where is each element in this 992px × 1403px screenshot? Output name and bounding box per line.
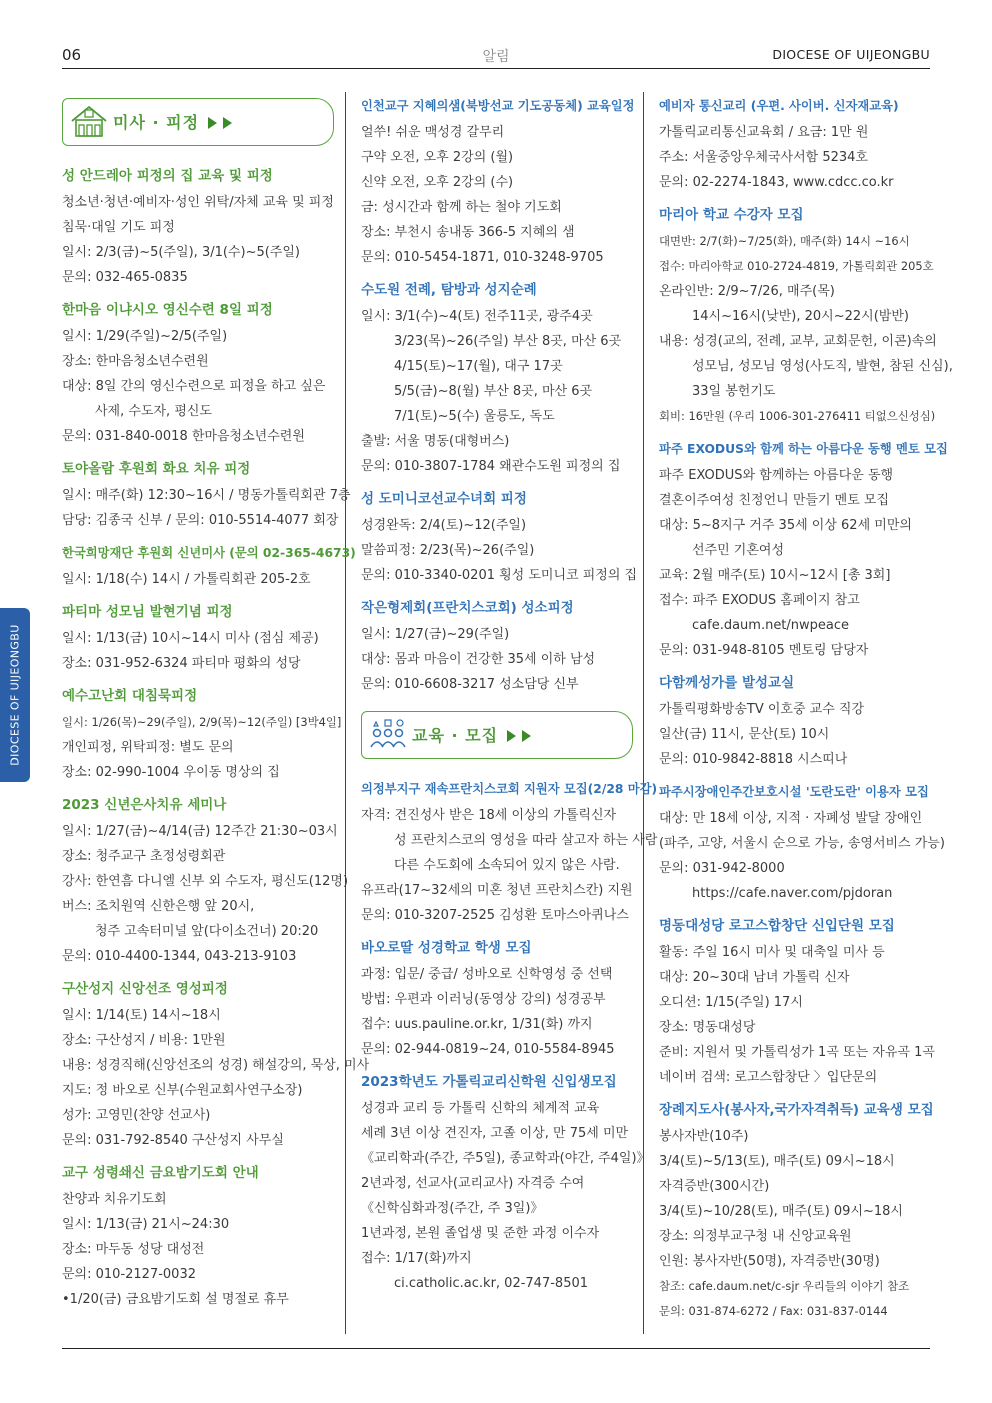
notice-line: 찬양과 치유기도회 bbox=[62, 1192, 167, 1207]
column-divider-2 bbox=[643, 92, 644, 1334]
people-icon bbox=[368, 716, 408, 756]
notice-line: 문의: 010-3207-2525 김성환 토마스아퀴나스 bbox=[361, 908, 629, 923]
house-icon bbox=[69, 103, 109, 143]
notice-line: 일시: 1/27(금)~29(주일) bbox=[361, 627, 510, 642]
notice-line: 주소: 서울중앙우체국사서함 5234호 bbox=[659, 150, 868, 165]
notice-block bbox=[361, 598, 633, 697]
notice-block bbox=[62, 795, 349, 969]
notice-line: 접수: 파주 EXODUS 홈페이지 참고 bbox=[659, 593, 860, 608]
notice-title: 마리아 학교 수강자 모집 bbox=[659, 207, 804, 223]
notice-block bbox=[361, 96, 633, 270]
notice-line: 일산(금) 11시, 문산(토) 10시 bbox=[659, 727, 830, 742]
notice-line: 4/15(토)~17(월), 대구 17곳 bbox=[394, 359, 563, 374]
notice-block bbox=[659, 782, 945, 906]
notice-block bbox=[659, 96, 933, 195]
notice-line: 개인피정, 위탁피정: 별도 문의 bbox=[62, 740, 234, 755]
page-category: 알림 bbox=[482, 49, 510, 65]
notice-line: 1년과정, 본원 졸업생 및 준한 과정 이수자 bbox=[361, 1226, 600, 1241]
notice-title: 파티마 성모님 발현기념 피정 bbox=[62, 604, 233, 620]
notice-line: 내용: 성경(교의, 전례, 교부, 교회문헌, 이콘)속의 bbox=[659, 334, 937, 349]
notice-title: 구산성지 신앙선조 영성피정 bbox=[62, 981, 228, 997]
notice-line: 장소: 02-990-1004 우이동 명상의 집 bbox=[62, 765, 280, 780]
notice-line: 접수: 1/17(화)까지 bbox=[361, 1251, 472, 1266]
notice-block bbox=[62, 459, 351, 533]
notice-line: 문의: 031-874-6272 / Fax: 031-837-0144 bbox=[659, 1304, 888, 1318]
notice-line: 얼쑤! 쉬운 맥성경 갈무리 bbox=[361, 125, 505, 140]
page-header bbox=[62, 42, 930, 68]
notice-line: 문의: 031-948-8105 멘토링 담당자 bbox=[659, 643, 869, 658]
notice-line: 문의: 010-6608-3217 성소담당 신부 bbox=[361, 677, 579, 692]
notice-block bbox=[361, 938, 633, 1062]
notice-block bbox=[361, 779, 658, 928]
notice-line: 33일 봉헌기도 bbox=[692, 384, 776, 399]
notice-line: 네이버 검색: 로고스합창단 〉입단문의 bbox=[659, 1070, 878, 1085]
section-title-mass: 미사 · 피정 bbox=[113, 113, 200, 132]
notice-title: 바오로딸 성경학교 학생 모집 bbox=[361, 940, 532, 956]
notice-line: 14시~16시(낮반), 20시~22시(밤반) bbox=[692, 309, 909, 324]
notice-line: ci.catholic.ac.kr, 02-747-8501 bbox=[394, 1276, 589, 1291]
column-2 bbox=[361, 96, 658, 1306]
notice-block bbox=[62, 166, 334, 290]
footer-rule bbox=[62, 1348, 930, 1349]
notice-line: 선주민 기혼여성 bbox=[692, 543, 785, 558]
notice-line: 회비: 16만원 (우리 1006-301-276411 티없으신성심) bbox=[659, 409, 936, 423]
notice-line: 사제, 수도자, 평신도 bbox=[95, 404, 212, 419]
arrow-icon bbox=[208, 117, 217, 129]
notice-line: 구약 오전, 오후 2강의 (월) bbox=[361, 150, 514, 165]
notice-line: 장소: 구산성지 / 비용: 1만원 bbox=[62, 1033, 226, 1048]
notice-title: 예수고난회 대침묵피정 bbox=[62, 688, 198, 704]
notice-line: 성 프란치스코의 영성을 따라 살고자 하는 사람 bbox=[394, 833, 658, 848]
section-title-edu: 교육 · 모집 bbox=[412, 726, 499, 745]
notice-title: 다함께성가를 발성교실 bbox=[659, 675, 795, 691]
notice-title: 한마음 이냐시오 영신수련 8일 피정 bbox=[62, 302, 273, 318]
notice-line: cafe.daum.net/nwpeace bbox=[692, 618, 850, 633]
notice-line: 파주 EXODUS와 함께하는 아름다운 동행 bbox=[659, 468, 894, 483]
notice-line: 장소: 부천시 송내동 366-5 지혜의 샘 bbox=[361, 225, 575, 240]
arrow-icon bbox=[507, 730, 516, 742]
notice-line: 접수: 마리아학교 010-2724-4819, 가톨릭회관 205호 bbox=[659, 259, 934, 273]
notice-block bbox=[62, 300, 334, 449]
notice-line: 강사: 한연흠 다니엘 신부 외 수도자, 평신도(12명) bbox=[62, 874, 349, 889]
section-header-mass bbox=[62, 98, 334, 146]
notice-line: 가톨릭평화방송TV 이호중 교수 직강 bbox=[659, 702, 865, 717]
notice-line: 3/4(토)~10/28(토), 매주(토) 09시~18시 bbox=[659, 1204, 903, 1219]
side-tab bbox=[0, 608, 30, 782]
notice-block bbox=[62, 602, 334, 676]
notice-line: 장소: 명동대성당 bbox=[659, 1020, 756, 1035]
column-divider-1 bbox=[345, 92, 346, 1334]
notice-line: 문의: 010-4400-1344, 043-213-9103 bbox=[62, 949, 297, 964]
notice-line: 청주 고속터미널 앞(다이소건너) 20:20 bbox=[95, 924, 319, 939]
header-rule bbox=[62, 68, 930, 69]
notice-line: 문의: 032-465-0835 bbox=[62, 270, 188, 285]
notice-line: 《교리학과(주간, 주5일), 종교학과(야간, 주4일)》 bbox=[361, 1151, 650, 1166]
notice-line: 5/5(금)~8(월) 부산 8곳, 마산 6곳 bbox=[394, 384, 593, 399]
notice-line: 일시: 1/26(목)~29(주일), 2/9(목)~12(주일) [3박4일] bbox=[62, 715, 342, 729]
notice-line: 문의: 031-840-0018 한마음청소년수련원 bbox=[62, 429, 305, 444]
notice-line: 말씀피정: 2/23(목)~26(주일) bbox=[361, 543, 535, 558]
notice-title: 교구 성령쇄신 금요밤기도회 안내 bbox=[62, 1165, 259, 1181]
notice-title: 파주 EXODUS와 함께 하는 아름다운 동행 멘토 모집 bbox=[659, 442, 948, 456]
side-tab-label: DIOCESE OF UIJEONGBU bbox=[8, 624, 22, 766]
notice-line: 교육: 2월 매주(토) 10시~12시 [총 3회] bbox=[659, 568, 891, 583]
notice-block bbox=[62, 686, 342, 785]
notice-line: 침묵·대일 기도 피정 bbox=[62, 220, 175, 235]
notice-title: 인천교구 지혜의샘(북방선교 기도공동체) 교육일정 bbox=[361, 99, 635, 113]
notice-block bbox=[62, 979, 370, 1153]
notice-line: 장소: 031-952-6324 파티마 평화의 성당 bbox=[62, 656, 301, 671]
notice-line: 문의: 031-942-8000 bbox=[659, 861, 785, 876]
column-1 bbox=[62, 98, 370, 1322]
notice-block bbox=[62, 1163, 334, 1312]
notice-line: 대상: 몸과 마음이 건강한 35세 이하 남성 bbox=[361, 652, 596, 667]
notice-line: 일시: 3/1(수)~4(토) 전주11곳, 광주4곳 bbox=[361, 309, 593, 324]
notice-line: 문의: 010-5454-1871, 010-3248-9705 bbox=[361, 250, 604, 265]
notice-line: 대상: 20~30대 남녀 가톨릭 신자 bbox=[659, 970, 850, 985]
notice-line: 접수: uus.pauline.or.kr, 1/31(화) 까지 bbox=[361, 1017, 593, 1032]
notice-line: 자격: 견진성사 받은 18세 이상의 가톨릭신자 bbox=[361, 808, 617, 823]
notice-block bbox=[361, 280, 633, 479]
notice-line: 문의: 010-9842-8818 시스띠나 bbox=[659, 752, 848, 767]
notice-line: 장소: 한마음청소년수련원 bbox=[62, 354, 209, 369]
notice-title: 작은형제회(프란치스코회) 성소피정 bbox=[361, 600, 574, 616]
notice-title: 명동대성당 로고스합창단 신입단원 모집 bbox=[659, 918, 895, 934]
notice-line: •1/20(금) 금요밤기도회 설 명절로 휴무 bbox=[62, 1292, 289, 1307]
arrow-icon bbox=[223, 117, 232, 129]
notice-line: 봉사자반(10주) bbox=[659, 1129, 749, 1144]
notice-title: 2023 신년은사치유 세미나 bbox=[62, 797, 227, 813]
column-3 bbox=[659, 96, 953, 1334]
notice-line: 《신학심화과정(주간, 주 3일)》 bbox=[361, 1201, 544, 1216]
notice-title: 토야올람 후원회 화요 치유 피정 bbox=[62, 461, 251, 477]
notice-line: 성가: 고영민(찬양 선교사) bbox=[62, 1108, 211, 1123]
notice-line: 대면반: 2/7(화)~7/25(화), 매주(화) 14시 ~16시 bbox=[659, 234, 910, 248]
notice-line: 일시: 2/3(금)~5(주일), 3/1(수)~5(주일) bbox=[62, 245, 300, 260]
notice-line: 버스: 조치원역 신한은행 앞 20시, bbox=[62, 899, 255, 914]
notice-line: 문의: 031-792-8540 구산성지 사무실 bbox=[62, 1133, 284, 1148]
notice-line: 7/1(토)~5(수) 울릉도, 독도 bbox=[394, 409, 555, 424]
arrow-icon bbox=[522, 730, 531, 742]
notice-line: 담당: 김종국 신부 / 문의: 010-5514-4077 회장 bbox=[62, 513, 339, 528]
notice-line: 일시: 1/14(토) 14시~18시 bbox=[62, 1008, 221, 1023]
notice-block bbox=[659, 439, 948, 663]
notice-block bbox=[361, 1072, 650, 1296]
notice-line: 결혼이주여성 친정언니 만들기 멘토 모집 bbox=[659, 493, 890, 508]
notice-line: 문의: 02-944-0819~24, 010-5584-8945 bbox=[361, 1042, 615, 1057]
notice-line: 일시: 1/27(금)~4/14(금) 12주간 21:30~03시 bbox=[62, 824, 338, 839]
notice-line: 신약 오전, 오후 2강의 (수) bbox=[361, 175, 514, 190]
notice-line: 활동: 주일 16시 미사 및 대축일 미사 등 bbox=[659, 945, 885, 960]
notice-line: 유프라(17~32세의 미혼 청년 프란치스칸) 지원 bbox=[361, 883, 633, 898]
notice-block bbox=[659, 916, 933, 1090]
notice-line: 문의: 010-3807-1784 왜관수도원 피정의 집 bbox=[361, 459, 621, 474]
notice-line: 과정: 입문/ 중급/ 성바오로 신학영성 중 선택 bbox=[361, 967, 613, 982]
notice-line: 내용: 성경직해(신앙선조의 성경) 해설강의, 묵상, 미사 bbox=[62, 1058, 370, 1073]
notice-line: 대상: 5~8지구 거주 35세 이상 62세 미만의 bbox=[659, 518, 912, 533]
notice-line: 일시: 1/18(수) 14시 / 가톨릭회관 205-2호 bbox=[62, 572, 311, 587]
notice-line: 일시: 매주(화) 12:30~16시 / 명동가톨릭회관 7층 bbox=[62, 488, 351, 503]
notice-title: 예비자 통신교리 (우편. 사이버. 신자재교육) bbox=[659, 99, 899, 113]
notice-line: 인원: 봉사자반(50명), 자격증반(30명) bbox=[659, 1254, 880, 1269]
notice-line: 출발: 서울 명동(대형버스) bbox=[361, 434, 510, 449]
notice-line: 대상: 만 18세 이상, 지적 · 자폐성 발달 장애인 bbox=[659, 811, 923, 826]
notice-line: 장소: 마두동 성당 대성전 bbox=[62, 1242, 205, 1257]
notice-line: 장소: 청주교구 초정성령회관 bbox=[62, 849, 226, 864]
section-header-edu bbox=[361, 711, 633, 759]
notice-line: 다른 수도회에 소속되어 있지 않은 사람. bbox=[394, 858, 620, 873]
notice-line: 준비: 지원서 및 가톨릭성가 1곡 또는 자유곡 1곡 bbox=[659, 1045, 935, 1060]
notice-title: 성 안드레아 피정의 집 교육 및 피정 bbox=[62, 168, 273, 184]
notice-line: 지도: 정 바오로 신부(수원교회사연구소장) bbox=[62, 1083, 303, 1098]
notice-title: 한국희망재단 후원회 신년미사 (문의 02-365-4673) bbox=[62, 546, 356, 560]
notice-line: 일시: 1/13(금) 10시~14시 미사 (점심 제공) bbox=[62, 631, 319, 646]
notice-title: 의정부지구 재속프란치스코회 지원자 모집(2/28 마감) bbox=[361, 782, 658, 796]
notice-line: 성경과 교리 등 가톨릭 신학의 체계적 교육 bbox=[361, 1101, 600, 1116]
notice-line: 3/4(토)~5/13(토), 매주(토) 09시~18시 bbox=[659, 1154, 895, 1169]
notice-line: 오디션: 1/15(주일) 17시 bbox=[659, 995, 803, 1010]
notice-line: https://cafe.naver.com/pjdoran bbox=[692, 886, 893, 901]
diocese-name: DIOCESE OF UIJEONGBU bbox=[772, 47, 930, 62]
notice-line: 일시: 1/29(주일)~2/5(주일) bbox=[62, 329, 228, 344]
notice-block bbox=[659, 673, 933, 772]
notice-line: 성경완독: 2/4(토)~12(주일) bbox=[361, 518, 527, 533]
notice-block bbox=[62, 543, 356, 592]
notice-line: 일시: 1/13(금) 21시~24:30 bbox=[62, 1217, 230, 1232]
notice-line: 문의: 010-2127-0032 bbox=[62, 1267, 196, 1282]
notice-line: 가톨릭교리통신교육회 / 요금: 1만 원 bbox=[659, 125, 869, 140]
notice-line: 온라인반: 2/9~7/26, 매주(목) bbox=[659, 284, 835, 299]
notice-title: 성 도미니코선교수녀회 피정 bbox=[361, 491, 527, 507]
page-number: 06 bbox=[62, 46, 82, 64]
notice-title: 수도원 전례, 탐방과 성지순례 bbox=[361, 282, 537, 298]
notice-line: 금: 성시간과 함께 하는 철야 기도회 bbox=[361, 200, 562, 215]
notice-line: 문의: 02-2274-1843, www.cdcc.co.kr bbox=[659, 175, 894, 190]
notice-title: 장례지도사(봉사자,국가자격취득) 교육생 모집 bbox=[659, 1102, 934, 1118]
notice-line: 장소: 의정부교구청 내 신앙교육원 bbox=[659, 1229, 852, 1244]
notice-line: 방법: 우편과 이러닝(동영상 강의) 성경공부 bbox=[361, 992, 606, 1007]
notice-line: 자격증반(300시간) bbox=[659, 1179, 770, 1194]
notice-line: 3/23(목)~26(주일) 부산 8곳, 마산 6곳 bbox=[394, 334, 622, 349]
notice-line: 참조: cafe.daum.net/c-sjr 우리들의 이야기 참조 bbox=[659, 1279, 910, 1293]
notice-line: 대상: 8일 간의 영신수련으로 피정을 하고 싶은 bbox=[62, 379, 326, 394]
notice-line: 문의: 010-3340-0201 횡성 도미니코 피정의 집 bbox=[361, 568, 638, 583]
notice-line: (파주, 고양, 서울시 순으로 가능, 송영서비스 가능) bbox=[659, 836, 945, 851]
notice-line: 성모님, 성모님 영성(사도직, 발현, 참된 신심), bbox=[692, 359, 953, 374]
notice-block bbox=[659, 1100, 933, 1324]
notice-line: 세례 3년 이상 견진자, 고졸 이상, 만 75세 미만 bbox=[361, 1126, 629, 1141]
notice-block bbox=[659, 205, 953, 429]
notice-line: 청소년·청년·예비자·성인 위탁/자체 교육 및 피정 bbox=[62, 195, 334, 210]
notice-title: 2023학년도 가톨릭교리신학원 신입생모집 bbox=[361, 1074, 617, 1090]
notice-title: 파주시장애인주간보호시설 '도란도란' 이용자 모집 bbox=[659, 785, 929, 799]
notice-line: 2년과정, 선교사(교리교사) 자격증 수여 bbox=[361, 1176, 585, 1191]
notice-block bbox=[361, 489, 638, 588]
